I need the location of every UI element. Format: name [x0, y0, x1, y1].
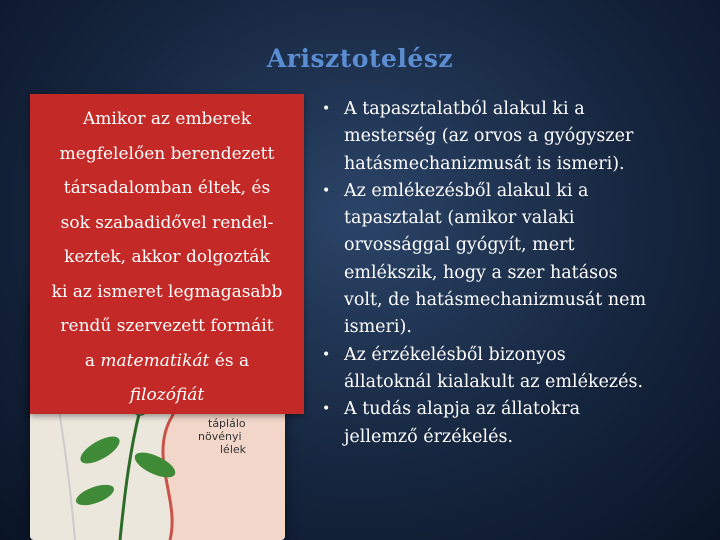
bullet-item [322, 396, 712, 451]
quote-prefix: a [84, 350, 101, 371]
bullet-text [344, 342, 712, 397]
quote-line: ki az ismeret legmagasabb [51, 281, 283, 302]
bullet-line: hatásmechanizmusát is ismeri). [344, 153, 625, 174]
illustration-label: táplálo [208, 417, 246, 430]
bullet-line: tapasztalat (amikor valaki [344, 208, 575, 229]
quote-line: keztek, akkor dolgozták [64, 247, 270, 267]
bullet-item [322, 178, 712, 342]
illustration-label: lélek [220, 443, 247, 456]
slide-title: Arisztotelész [266, 44, 454, 73]
bullet-line: állatoknál kialakult az emlékezés. [344, 371, 644, 392]
bullet-dot: • [322, 346, 331, 363]
bullet-line: mesterség (az orvos a gyógyszer [344, 126, 634, 147]
quote-text [30, 102, 304, 413]
bullet-line: ismeri). [344, 317, 412, 338]
bullet-item [322, 96, 712, 178]
bullet-line: jellemző érzékelés. [344, 426, 514, 447]
quote-line: megfelelően berendezett [59, 143, 275, 164]
quote-emphasis: filozófiát [129, 385, 205, 405]
bullet-line: Az érzékelésből bizonyos [344, 344, 566, 365]
bullet-text [344, 396, 712, 451]
quote-emphasis: matematikát [100, 350, 210, 371]
bullet-list [322, 96, 712, 451]
quote-line [34, 378, 300, 413]
quote-box [30, 94, 304, 414]
bullet-line: Az emlékezésből alakul ki a [344, 180, 589, 201]
bullet-dot: • [322, 101, 331, 117]
illustration-label: növényi [198, 430, 242, 443]
quote-suffix: és a [209, 350, 250, 371]
quote-line: társadalomban éltek, és [63, 178, 271, 198]
bullet-line: A tudás alapja az állatokra [344, 399, 581, 420]
bullet-item [322, 342, 712, 397]
bullet-line: A tapasztalatból alakul ki a [344, 99, 585, 119]
bullet-text [344, 96, 712, 178]
bullet-line: volt, de hatásmechanizmusát nem [344, 290, 647, 311]
quote-line [34, 344, 300, 379]
bullet-dot: • [322, 182, 331, 199]
quote-line: rendű szervezett formáit [60, 316, 274, 336]
bullet-line: orvossággal gyógyít, mert [344, 235, 575, 256]
quote-line: sok szabadidővel rendel- [60, 212, 274, 233]
bullet-dot: • [322, 401, 331, 418]
bullet-text [344, 178, 712, 342]
quote-line: Amikor az emberek [82, 109, 251, 129]
bullet-line: emlékszik, hogy a szer hatásos [344, 262, 618, 283]
